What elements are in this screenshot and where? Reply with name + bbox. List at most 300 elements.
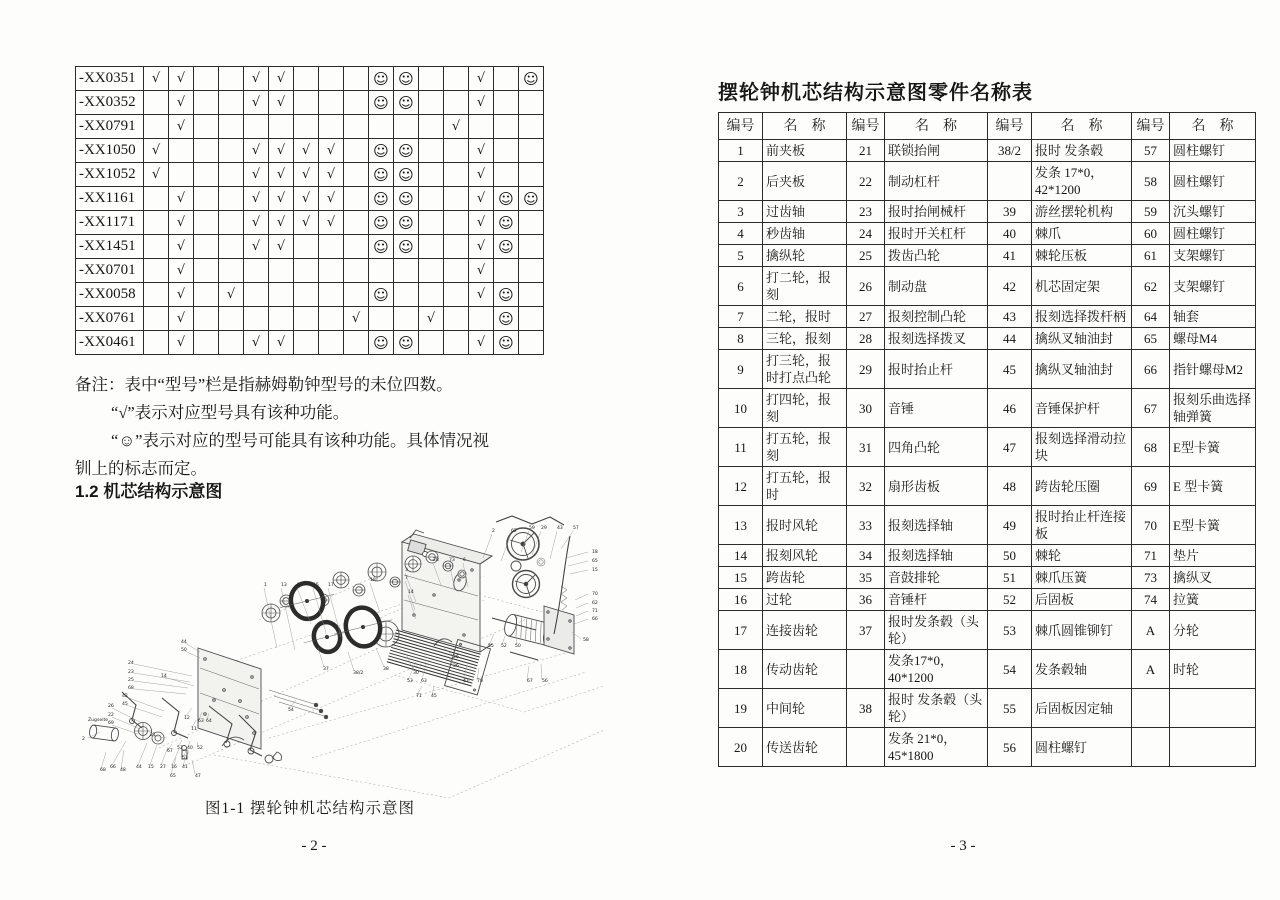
part-name-cell: 报刻选择轴 xyxy=(885,506,988,545)
check-mark-cell: √ xyxy=(269,331,294,355)
check-mark-cell: √ xyxy=(469,235,494,259)
empty-cell xyxy=(219,67,244,91)
part-number-cell: 24 xyxy=(847,223,885,245)
empty-cell xyxy=(419,139,444,163)
part-number-cell: 68 xyxy=(1132,428,1170,467)
check-mark-cell: √ xyxy=(169,235,194,259)
empty-cell xyxy=(394,115,419,139)
check-mark-cell: √ xyxy=(269,235,294,259)
feature-table-row xyxy=(76,187,544,211)
empty-cell xyxy=(469,115,494,139)
smiley-mark-cell: ☺ xyxy=(369,139,394,163)
diagram-callout-26: 26 xyxy=(453,655,459,660)
check-mark-cell: √ xyxy=(144,163,169,187)
part-name-cell xyxy=(1170,689,1256,728)
part-name-cell: 二轮，报时 xyxy=(763,306,847,328)
check-mark-cell: √ xyxy=(469,187,494,211)
check-mark-cell: √ xyxy=(269,163,294,187)
part-number-cell: 70 xyxy=(1132,506,1170,545)
smiley-mark-cell: ☺ xyxy=(369,187,394,211)
part-number-cell: 13 xyxy=(719,506,763,545)
part-number-cell: 36 xyxy=(847,589,885,611)
parts-header-cell: 名 称 xyxy=(1032,113,1132,140)
part-name-cell: 制动盘 xyxy=(885,267,988,306)
front-plate xyxy=(198,648,261,749)
part-name-cell: 打四轮，报刻 xyxy=(763,389,847,428)
parts-header-cell: 编号 xyxy=(719,113,763,140)
check-mark-cell: √ xyxy=(469,259,494,283)
smiley-mark-cell: ☺ xyxy=(494,235,519,259)
part-name-cell: 支架螺钉 xyxy=(1170,245,1256,267)
smiley-mark-cell: ☺ xyxy=(394,235,419,259)
model-label: -XX1052 xyxy=(76,163,144,187)
empty-cell xyxy=(444,91,469,115)
diagram-callout-62: 62 xyxy=(511,529,517,534)
part-name-cell: 圆柱螺钉 xyxy=(1170,140,1256,162)
check-mark-cell: √ xyxy=(169,115,194,139)
check-mark-cell: √ xyxy=(169,91,194,115)
smiley-mark-cell: ☺ xyxy=(394,163,419,187)
empty-cell xyxy=(294,115,319,139)
parts-row xyxy=(719,650,1256,689)
part-name-cell: 拨齿凸轮 xyxy=(885,245,988,267)
check-mark-cell: √ xyxy=(244,139,269,163)
part-name-cell: 后固板 xyxy=(1032,589,1132,611)
check-mark-cell: √ xyxy=(419,307,444,331)
feature-table-row xyxy=(76,67,544,91)
part-name-cell: 分轮 xyxy=(1170,611,1256,650)
empty-cell xyxy=(344,331,369,355)
check-mark-cell: √ xyxy=(319,163,344,187)
parts-header-cell: 名 称 xyxy=(1170,113,1256,140)
part-name-cell: 跨齿轮压圈 xyxy=(1032,467,1132,506)
part-number-cell: 59 xyxy=(1132,201,1170,223)
check-mark-cell: √ xyxy=(169,187,194,211)
part-name-cell: E 型卡簧 xyxy=(1170,467,1256,506)
part-number-cell: 27 xyxy=(847,306,885,328)
empty-cell xyxy=(219,331,244,355)
check-mark-cell: √ xyxy=(244,211,269,235)
part-name-cell: 擒纵叉轴油封 xyxy=(1032,328,1132,350)
smiley-mark-cell: ☺ xyxy=(369,331,394,355)
empty-cell xyxy=(169,163,194,187)
part-number-cell: 34 xyxy=(847,545,885,567)
part-number-cell: 38/2 xyxy=(988,140,1032,162)
parts-row xyxy=(719,162,1256,201)
part-name-cell: 报刻选择拨叉 xyxy=(885,328,988,350)
part-number-cell: 41 xyxy=(988,245,1032,267)
part-name-cell: 跨齿轮 xyxy=(763,567,847,589)
empty-cell xyxy=(519,235,544,259)
model-label: -XX0058 xyxy=(76,283,144,307)
part-number-cell: 56 xyxy=(988,728,1032,767)
diagram-callout-18: 18 xyxy=(370,578,376,583)
feature-table-row xyxy=(76,115,544,139)
diagram-callout-15: 15 xyxy=(592,568,598,573)
check-mark-cell: √ xyxy=(469,67,494,91)
spring-barrels xyxy=(275,577,396,658)
part-name-cell: E型卡簧 xyxy=(1170,428,1256,467)
part-name-cell: 报时开关杠杆 xyxy=(885,223,988,245)
empty-cell xyxy=(194,283,219,307)
part-name-cell: 打三轮，报时打点凸轮 xyxy=(763,350,847,389)
part-number-cell: 3 xyxy=(719,201,763,223)
parts-row xyxy=(719,306,1256,328)
part-number-cell: 7 xyxy=(719,306,763,328)
part-number-cell: 64 xyxy=(1132,306,1170,328)
empty-cell xyxy=(144,211,169,235)
diagram-callout-50: 50 xyxy=(515,644,521,649)
empty-cell xyxy=(269,115,294,139)
empty-cell xyxy=(319,307,344,331)
smiley-mark-cell: ☺ xyxy=(369,67,394,91)
part-name-cell xyxy=(1170,728,1256,767)
empty-cell xyxy=(194,163,219,187)
smiley-mark-cell: ☺ xyxy=(369,91,394,115)
part-number-cell: 53 xyxy=(988,611,1032,650)
part-name-cell: 报时发条毂（头轮） xyxy=(885,611,988,650)
part-name-cell: 四角凸轮 xyxy=(885,428,988,467)
empty-cell xyxy=(344,67,369,91)
diagram-callout-30: 30 xyxy=(413,671,419,676)
smiley-mark-cell: ☺ xyxy=(494,283,519,307)
part-number-cell: 16 xyxy=(719,589,763,611)
diagram-callout-36: 36 xyxy=(453,664,459,669)
part-name-cell: 垫片 xyxy=(1170,545,1256,567)
parts-header-cell: 名 称 xyxy=(885,113,988,140)
empty-cell xyxy=(344,259,369,283)
diagram-callout-67: 67 xyxy=(527,679,533,684)
empty-cell xyxy=(344,235,369,259)
part-number-cell: 50 xyxy=(988,545,1032,567)
diagram-callout-42: 42 xyxy=(122,694,128,699)
empty-cell xyxy=(344,163,369,187)
part-name-cell: 圆柱螺钉 xyxy=(1170,162,1256,201)
part-number-cell: 22 xyxy=(847,162,885,201)
diagram-callout-62: 62 xyxy=(592,601,598,606)
smiley-mark-cell: ☺ xyxy=(369,283,394,307)
diagram-callout-40: 40 xyxy=(187,746,193,751)
parts-header-cell: 编号 xyxy=(847,113,885,140)
diagram-callout-63: 63 xyxy=(421,679,427,684)
check-mark-cell: √ xyxy=(169,211,194,235)
empty-cell xyxy=(319,91,344,115)
part-number-cell: 21 xyxy=(847,140,885,162)
parts-header-cell: 编号 xyxy=(1132,113,1170,140)
part-name-cell: 报时风轮 xyxy=(763,506,847,545)
part-number-cell: 4 xyxy=(719,223,763,245)
diagram-callout-7: 7 xyxy=(405,576,408,581)
part-name-cell: 打五轮，报时 xyxy=(763,467,847,506)
empty-cell xyxy=(319,235,344,259)
parts-row xyxy=(719,389,1256,428)
empty-cell xyxy=(469,307,494,331)
part-name-cell: 报刻控制凸轮 xyxy=(885,306,988,328)
empty-cell xyxy=(344,139,369,163)
smiley-mark-cell: ☺ xyxy=(394,91,419,115)
diagram-callout-67: 67 xyxy=(167,749,173,754)
diagram-callout-52: 52 xyxy=(501,644,507,649)
empty-cell xyxy=(244,259,269,283)
empty-cell xyxy=(419,235,444,259)
check-mark-cell: √ xyxy=(244,67,269,91)
check-mark-cell: √ xyxy=(219,283,244,307)
diagram-callout-2: 2 xyxy=(492,529,495,534)
part-name-cell: 报刻风轮 xyxy=(763,545,847,567)
empty-cell xyxy=(219,115,244,139)
diagram-callout-2: 2 xyxy=(82,737,85,742)
empty-cell xyxy=(319,115,344,139)
check-mark-cell: √ xyxy=(269,211,294,235)
parts-row xyxy=(719,728,1256,767)
part-name-cell: E型卡簧 xyxy=(1170,506,1256,545)
feature-table-row xyxy=(76,331,544,355)
smiley-mark-cell: ☺ xyxy=(369,211,394,235)
part-number-cell: 28 xyxy=(847,328,885,350)
part-name-cell: 报时抬止杆 xyxy=(885,350,988,389)
diagram-callout-65: 65 xyxy=(592,559,598,564)
empty-cell xyxy=(294,307,319,331)
part-name-cell: 后夹板 xyxy=(763,162,847,201)
part-number-cell: 58 xyxy=(1132,162,1170,201)
empty-cell xyxy=(444,235,469,259)
part-number-cell xyxy=(988,162,1032,201)
part-number-cell: 55 xyxy=(988,689,1032,728)
part-number-cell: 10 xyxy=(719,389,763,428)
empty-cell xyxy=(519,115,544,139)
part-name-cell: 轴套 xyxy=(1170,306,1256,328)
empty-cell xyxy=(194,139,219,163)
empty-cell xyxy=(194,187,219,211)
diagram-callout-51: 51 xyxy=(182,756,188,761)
diagram-callout-44: 44 xyxy=(136,765,142,770)
part-number-cell: 66 xyxy=(1132,350,1170,389)
empty-cell xyxy=(219,139,244,163)
diagram-callout-1: 1 xyxy=(264,583,267,588)
part-number-cell: 5 xyxy=(719,245,763,267)
part-name-cell: 前夹板 xyxy=(763,140,847,162)
feature-table-row xyxy=(76,139,544,163)
parts-row xyxy=(719,328,1256,350)
part-name-cell: 支架螺钉 xyxy=(1170,267,1256,306)
diagram-callout-9: 9 xyxy=(297,583,300,588)
empty-cell xyxy=(194,91,219,115)
check-mark-cell: √ xyxy=(294,211,319,235)
smiley-mark-cell: ☺ xyxy=(369,235,394,259)
part-number-cell: 37 xyxy=(847,611,885,650)
empty-cell xyxy=(444,67,469,91)
parts-row xyxy=(719,506,1256,545)
diagram-callout-47: 47 xyxy=(195,774,201,779)
check-mark-cell: √ xyxy=(319,187,344,211)
part-number-cell: 6 xyxy=(719,267,763,306)
part-number-cell: 17 xyxy=(719,611,763,650)
part-name-cell: 报时抬止杆连接板 xyxy=(1032,506,1132,545)
part-number-cell: 19 xyxy=(719,689,763,728)
empty-cell xyxy=(419,187,444,211)
diagram-callout-38/2: 38/2 xyxy=(353,671,364,676)
empty-cell xyxy=(344,187,369,211)
diagram-callout-70: 70 xyxy=(592,592,598,597)
model-label: -XX0761 xyxy=(76,307,144,331)
diagram-callout-21: 21 xyxy=(150,733,156,738)
empty-cell xyxy=(519,139,544,163)
diagram-callout-65: 65 xyxy=(170,774,176,779)
part-number-cell xyxy=(847,728,885,767)
part-number-cell: 69 xyxy=(1132,467,1170,506)
part-number-cell: 20 xyxy=(719,728,763,767)
diagram-callout-64: 64 xyxy=(206,719,212,724)
diagram-callout-14: 14 xyxy=(408,590,414,595)
part-name-cell: 中间轮 xyxy=(763,689,847,728)
empty-cell xyxy=(494,115,519,139)
empty-cell xyxy=(194,259,219,283)
empty-cell xyxy=(444,331,469,355)
parts-row xyxy=(719,245,1256,267)
check-mark-cell: √ xyxy=(269,91,294,115)
diagram-callout-44: 44 xyxy=(181,640,187,645)
part-name-cell: 报时 发条毂 xyxy=(1032,140,1132,162)
hammer-assembly xyxy=(269,690,328,719)
check-mark-cell: √ xyxy=(294,163,319,187)
diagram-callout-50: 50 xyxy=(181,648,187,653)
empty-cell xyxy=(519,91,544,115)
part-number-cell: 60 xyxy=(1132,223,1170,245)
empty-cell xyxy=(294,67,319,91)
diagram-callout-3: 3 xyxy=(405,568,408,573)
smiley-mark-cell: ☺ xyxy=(369,163,394,187)
parts-row xyxy=(719,611,1256,650)
empty-cell xyxy=(494,67,519,91)
parts-header-cell: 名 称 xyxy=(763,113,847,140)
empty-cell xyxy=(144,235,169,259)
empty-cell xyxy=(519,283,544,307)
empty-cell xyxy=(419,91,444,115)
part-name-cell: 报刻乐曲选择轴弹簧 xyxy=(1170,389,1256,428)
parts-header-cell: 编号 xyxy=(988,113,1032,140)
diagram-callout-71: 71 xyxy=(592,609,598,614)
parts-row xyxy=(719,428,1256,467)
part-name-cell: 棘轮压板 xyxy=(1032,245,1132,267)
model-label: -XX0352 xyxy=(76,91,144,115)
model-label: -XX0351 xyxy=(76,67,144,91)
empty-cell xyxy=(319,283,344,307)
part-name-cell: 音锤杆 xyxy=(885,589,988,611)
diagram-callout-45: 45 xyxy=(122,702,128,707)
check-mark-cell: √ xyxy=(319,211,344,235)
model-label: -XX1171 xyxy=(76,211,144,235)
part-name-cell: 报刻选择滑动拉块 xyxy=(1032,428,1132,467)
part-number-cell: 39 xyxy=(988,201,1032,223)
part-number-cell: 9 xyxy=(719,350,763,389)
parts-row xyxy=(719,140,1256,162)
part-number-cell: 35 xyxy=(847,567,885,589)
empty-cell xyxy=(444,307,469,331)
part-number-cell: 54 xyxy=(988,650,1032,689)
part-name-cell: 螺母M4 xyxy=(1170,328,1256,350)
part-name-cell: 擒纵叉轴油封 xyxy=(1032,350,1132,389)
part-name-cell: 过齿轴 xyxy=(763,201,847,223)
empty-cell xyxy=(344,283,369,307)
empty-cell xyxy=(444,211,469,235)
diagram-callout-54: 54 xyxy=(288,708,294,713)
part-number-cell: 51 xyxy=(988,567,1032,589)
check-mark-cell: √ xyxy=(319,139,344,163)
check-mark-cell: √ xyxy=(294,187,319,211)
empty-cell xyxy=(294,235,319,259)
part-name-cell: 棘爪压簧 xyxy=(1032,567,1132,589)
empty-cell xyxy=(419,211,444,235)
part-number-cell: 61 xyxy=(1132,245,1170,267)
check-mark-cell: √ xyxy=(169,283,194,307)
part-number-cell: 45 xyxy=(988,350,1032,389)
smiley-mark-cell: ☺ xyxy=(494,211,519,235)
diagram-callout-6: 6 xyxy=(463,558,466,563)
part-name-cell: 联锁抬闸 xyxy=(885,140,988,162)
empty-cell xyxy=(219,211,244,235)
empty-cell xyxy=(519,163,544,187)
part-name-cell: 棘爪 xyxy=(1032,223,1132,245)
part-number-cell: 67 xyxy=(1132,389,1170,428)
diagram-callout-45: 45 xyxy=(431,694,437,699)
empty-cell xyxy=(194,307,219,331)
parts-name-table xyxy=(718,112,1256,767)
empty-cell xyxy=(419,283,444,307)
figure-caption: 图1-1 摆轮钟机芯结构示意图 xyxy=(204,800,416,817)
part-name-cell: 打二轮，报刻 xyxy=(763,267,847,306)
empty-cell xyxy=(219,235,244,259)
empty-cell xyxy=(244,115,269,139)
diagram-callout-71: 71 xyxy=(416,694,422,699)
empty-cell xyxy=(169,139,194,163)
diagram-callout-Zugseite: Zugseite xyxy=(88,718,109,723)
smiley-mark-cell: ☺ xyxy=(394,139,419,163)
feature-availability-table xyxy=(75,66,544,355)
part-number-cell: A xyxy=(1132,650,1170,689)
diagram-callout-68: 68 xyxy=(128,686,134,691)
part-name-cell: 音锤保护杆 xyxy=(1032,389,1132,428)
empty-cell xyxy=(519,331,544,355)
empty-cell xyxy=(369,307,394,331)
part-name-cell: 报时抬闸械杆 xyxy=(885,201,988,223)
page-number-right: - 3 - xyxy=(950,838,976,854)
feature-table-row xyxy=(76,235,544,259)
part-name-cell: 过轮 xyxy=(763,589,847,611)
diagram-callout-15: 15 xyxy=(148,765,154,770)
part-number-cell: 14 xyxy=(719,545,763,567)
empty-cell xyxy=(219,307,244,331)
part-number-cell: 40 xyxy=(988,223,1032,245)
part-name-cell: 机芯固定架 xyxy=(1032,267,1132,306)
empty-cell xyxy=(444,163,469,187)
part-number-cell: 32 xyxy=(847,467,885,506)
empty-cell xyxy=(144,91,169,115)
part-number-cell: 43 xyxy=(988,306,1032,328)
parts-row xyxy=(719,589,1256,611)
model-label: -XX0701 xyxy=(76,259,144,283)
part-number-cell xyxy=(847,650,885,689)
section-heading: 1.2 机芯结构示意图 xyxy=(75,482,223,501)
check-mark-cell: √ xyxy=(244,91,269,115)
part-name-cell: 后固板因定轴 xyxy=(1032,689,1132,728)
diagram-callout-26: 26 xyxy=(108,704,114,709)
diagram-callout-29: 29 xyxy=(541,526,547,531)
check-mark-cell: √ xyxy=(469,283,494,307)
part-name-cell: 报刻选择轴 xyxy=(885,545,988,567)
empty-cell xyxy=(394,283,419,307)
part-number-cell: 62 xyxy=(1132,267,1170,306)
part-name-cell: 报刻选择拨杆柄 xyxy=(1032,306,1132,328)
